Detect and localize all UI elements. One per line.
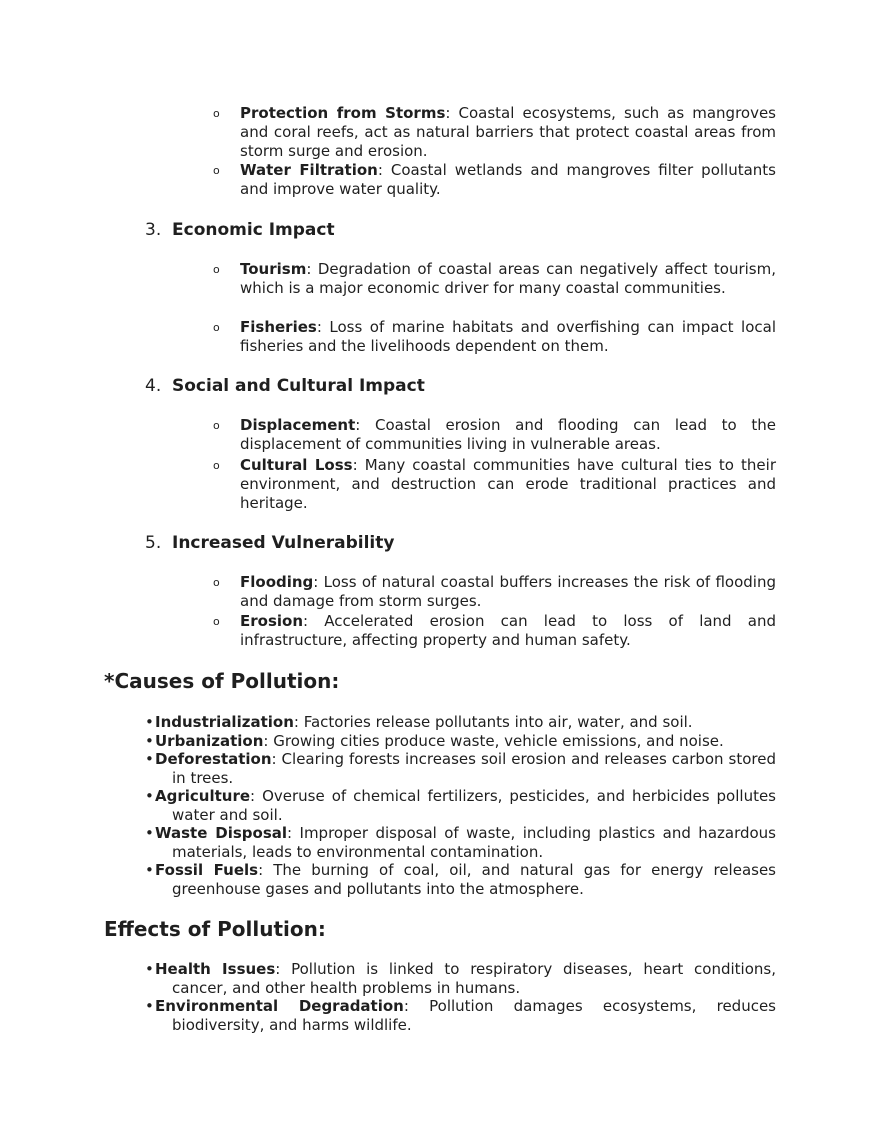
sub-bullet: o [213,164,220,177]
sub-bullet: o [213,263,220,276]
item-term: Waste Disposal [155,824,288,842]
item-term: Health Issues [155,960,276,978]
item-desc: : Factories release pollutants into air, water, and soil. [293,713,693,731]
sub-bullet: o [213,615,220,628]
dot-bullet: • [145,732,154,750]
section-number: 3. [145,220,162,240]
section-title: Increased Vulnerability [172,533,395,553]
effects-heading: Effects of Pollution: [104,917,326,941]
dot-bullet: • [145,713,154,731]
list-item [213,104,776,161]
list-item [213,260,776,298]
item-desc: : Accelerated erosion can lead to loss of land and infrastructure, affecting property and human safety. [240,612,776,649]
list-item [213,416,776,454]
item-desc: : Overuse of chemical fertilizers, pesticides, and herbicides pollutes water and soil. [172,787,776,824]
sub-bullet: o [213,576,220,589]
list-item [213,456,776,513]
item-term: Fisheries [240,318,317,336]
section-number: 4. [145,376,162,396]
item-term: Protection from Storms [240,104,446,122]
item-desc: : Coastal wetlands and mangroves filter pollutants and improve water quality. [240,161,776,198]
sub-bullet: o [213,107,220,120]
list-item [145,713,776,732]
item-term: Deforestation [155,750,272,768]
list-item [213,161,776,199]
item-desc: : Coastal erosion and flooding can lead to the displacement of communities living in vulnerable areas. [240,416,776,453]
item-desc: : Pollution is linked to respiratory diseases, heart conditions, cancer, and other health problems in humans. [172,960,776,997]
list-item [145,787,776,824]
list-item [145,732,776,751]
item-desc: : Loss of marine habitats and overfishing can impact local fisheries and the livelihoods dependent on them. [240,318,776,355]
item-desc: : Coastal ecosystems, such as mangroves and coral reefs, act as natural barriers that protect coastal areas from storm surge and erosion. [240,104,776,160]
item-desc: : The burning of coal, oil, and natural gas for energy releases greenhouse gases and pollutants into the atmosphere. [172,861,776,898]
list-item [145,960,776,997]
item-term: Urbanization [155,732,264,750]
item-term: Environmental Degradation [155,997,404,1015]
item-term: Flooding [240,573,314,591]
sub-bullet: o [213,459,220,472]
item-term: Industrialization [155,713,294,731]
item-desc: : Loss of natural coastal buffers increases the risk of flooding and damage from storm surges. [240,573,776,610]
list-item [213,573,776,611]
section-number: 5. [145,533,162,553]
item-desc: : Clearing forests increases soil erosion and releases carbon stored in trees. [172,750,776,787]
section-title: Economic Impact [172,220,335,240]
section-heading [145,375,425,397]
dot-bullet: • [145,861,154,879]
list-item [213,318,776,356]
dot-bullet: • [145,997,154,1015]
item-term: Cultural Loss [240,456,353,474]
item-desc: : Pollution damages ecosystems, reduces biodiversity, and harms wildlife. [172,997,776,1034]
item-desc: : Degradation of coastal areas can negatively affect tourism, which is a major economic driver for many coastal communities. [240,260,776,297]
dot-bullet: • [145,787,154,805]
item-term: Agriculture [155,787,251,805]
item-term: Displacement [240,416,356,434]
item-term: Fossil Fuels [155,861,259,879]
dot-bullet: • [145,750,154,768]
causes-heading: *Causes of Pollution: [104,669,340,693]
dot-bullet: • [145,824,154,842]
dot-bullet: • [145,960,154,978]
sub-bullet: o [213,321,220,334]
item-desc: : Improper disposal of waste, including plastics and hazardous materials, leads to environmental contamination. [172,824,776,861]
list-item [145,861,776,898]
list-item [213,612,776,650]
item-term: Tourism [240,260,307,278]
section-heading [145,219,335,241]
list-item [145,997,776,1034]
item-term: Water Filtration [240,161,378,179]
item-desc: : Many coastal communities have cultural ties to their environment, and destruction can erode traditional practices and heritage. [240,456,776,512]
item-desc: : Growing cities produce waste, vehicle emissions, and noise. [263,732,724,750]
section-title: Social and Cultural Impact [172,376,425,396]
list-item [145,824,776,861]
list-item [145,750,776,787]
section-heading [145,532,394,554]
item-term: Erosion [240,612,304,630]
sub-bullet: o [213,419,220,432]
